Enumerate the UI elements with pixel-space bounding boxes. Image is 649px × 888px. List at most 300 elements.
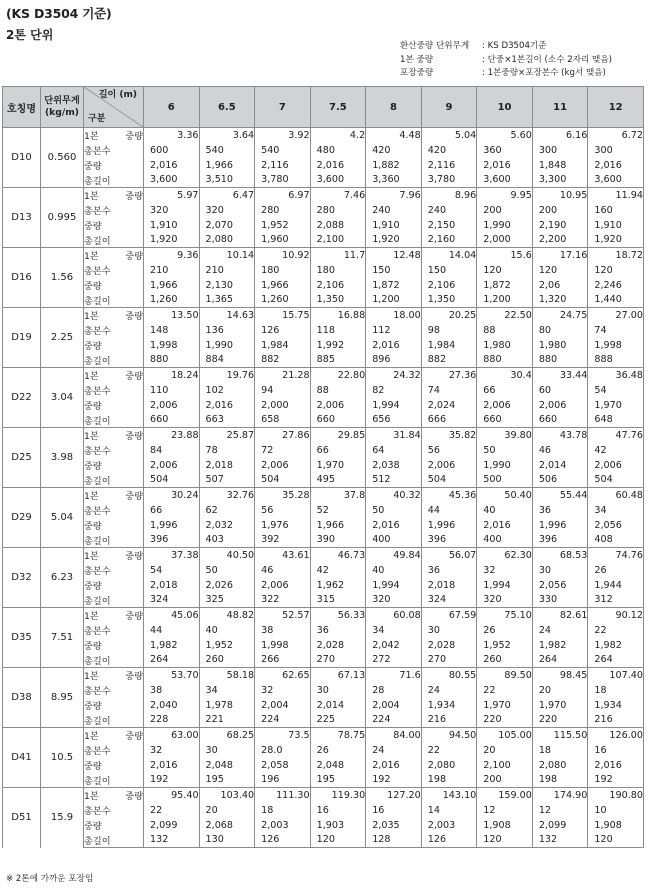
table-cell: 98 <box>421 323 477 338</box>
table-cell: 2,006 <box>144 458 200 473</box>
row-label: 총길이 <box>84 593 144 608</box>
table-cell: 90.12 <box>588 608 644 623</box>
table-cell: 110 <box>144 383 200 398</box>
table-cell: 82.61 <box>532 608 588 623</box>
table-cell: 6.97 <box>255 188 311 203</box>
header-length: 길이 (m) <box>98 90 137 100</box>
header-length-9: 9 <box>421 87 477 128</box>
row-label: 총길이 <box>84 713 144 728</box>
table-cell: 1,365 <box>199 293 255 308</box>
table-cell: 18 <box>255 803 311 818</box>
table-row <box>3 668 644 683</box>
row-label: 총길이 <box>84 473 144 488</box>
table-cell: 94.50 <box>421 728 477 743</box>
table-cell: 495 <box>310 473 366 488</box>
table-cell: 396 <box>532 533 588 548</box>
table-cell: 2,088 <box>310 218 366 233</box>
table-row <box>3 338 644 353</box>
row-label: 중량 <box>84 278 144 293</box>
table-cell: 68.25 <box>199 728 255 743</box>
table-cell: 400 <box>477 533 533 548</box>
table-cell: 2,068 <box>199 818 255 833</box>
table-cell: 6.47 <box>199 188 255 203</box>
table-cell: 2,070 <box>199 218 255 233</box>
table-cell: 1,903 <box>310 818 366 833</box>
table-cell: 2,016 <box>366 338 422 353</box>
table-cell: 3,600 <box>588 173 644 188</box>
unit-weight-value: 7.51 <box>41 608 84 668</box>
table-cell: 2,080 <box>421 758 477 773</box>
table-cell: 24.75 <box>532 308 588 323</box>
table-cell: 660 <box>532 413 588 428</box>
table-cell: 28.0 <box>255 743 311 758</box>
table-cell: 5.04 <box>421 128 477 143</box>
row-label: 총길이 <box>84 773 144 788</box>
table-cell: 44 <box>421 503 477 518</box>
table-cell: 884 <box>199 353 255 368</box>
table-cell: 56.07 <box>421 548 477 563</box>
table-cell: 2,014 <box>532 458 588 473</box>
table-cell: 320 <box>477 593 533 608</box>
table-cell: 14.63 <box>199 308 255 323</box>
table-cell: 1,994 <box>366 398 422 413</box>
table-cell: 3,600 <box>144 173 200 188</box>
table-cell: 12.48 <box>366 248 422 263</box>
table-cell: 34 <box>366 623 422 638</box>
row-label: 총본수 <box>84 623 144 638</box>
table-cell: 88 <box>310 383 366 398</box>
table-cell: 26 <box>477 623 533 638</box>
table-cell: 22 <box>421 743 477 758</box>
header-length-10: 10 <box>477 87 533 128</box>
table-cell: 1,260 <box>144 293 200 308</box>
table-cell: 126 <box>421 833 477 848</box>
table-cell: 10.14 <box>199 248 255 263</box>
bar-size-name: D19 <box>3 308 41 368</box>
unit-weight-value: 6.23 <box>41 548 84 608</box>
table-cell: 128 <box>366 833 422 848</box>
table-cell: 39.80 <box>477 428 533 443</box>
row-label: 1본 중량 <box>84 728 144 743</box>
table-cell: 3.36 <box>144 128 200 143</box>
table-cell: 148 <box>144 323 200 338</box>
table-cell: 18.72 <box>588 248 644 263</box>
table-cell: 3,360 <box>366 173 422 188</box>
table-row <box>3 743 644 758</box>
table-cell: 67.13 <box>310 668 366 683</box>
table-cell: 320 <box>199 203 255 218</box>
row-label: 1본 중량 <box>84 788 144 803</box>
table-cell: 2,016 <box>477 518 533 533</box>
header-length-7: 7 <box>255 87 311 128</box>
table-cell: 62.30 <box>477 548 533 563</box>
table-row <box>3 458 644 473</box>
row-label: 중량 <box>84 338 144 353</box>
table-cell: 2,003 <box>255 818 311 833</box>
table-cell: 2,024 <box>421 398 477 413</box>
row-label: 중량 <box>84 398 144 413</box>
table-cell: 120 <box>532 263 588 278</box>
table-cell: 15.6 <box>477 248 533 263</box>
table-cell: 2,000 <box>255 398 311 413</box>
table-cell: 1,976 <box>255 518 311 533</box>
table-cell: 7.46 <box>310 188 366 203</box>
table-cell: 143.10 <box>421 788 477 803</box>
table-cell: 28 <box>366 683 422 698</box>
table-cell: 2,06 <box>532 278 588 293</box>
table-cell: 2,200 <box>532 233 588 248</box>
table-cell: 45.06 <box>144 608 200 623</box>
table-cell: 888 <box>588 353 644 368</box>
table-cell: 5.60 <box>477 128 533 143</box>
table-cell: 180 <box>310 263 366 278</box>
table-cell: 24.32 <box>366 368 422 383</box>
table-cell: 507 <box>199 473 255 488</box>
table-cell: 37.8 <box>310 488 366 503</box>
table-cell: 1,996 <box>144 518 200 533</box>
table-cell: 882 <box>255 353 311 368</box>
table-cell: 1,994 <box>366 578 422 593</box>
table-cell: 160 <box>588 203 644 218</box>
table-cell: 506 <box>532 473 588 488</box>
table-cell: 2,080 <box>532 758 588 773</box>
note-value: : 1본중량×포장본수 (kg서 맺음) <box>482 68 606 79</box>
table-cell: 2,099 <box>144 818 200 833</box>
table-cell: 322 <box>255 593 311 608</box>
table-cell: 30.4 <box>477 368 533 383</box>
table-cell: 325 <box>199 593 255 608</box>
table-cell: 2,056 <box>588 518 644 533</box>
table-cell: 23.88 <box>144 428 200 443</box>
table-cell: 50 <box>199 563 255 578</box>
table-cell: 74 <box>588 323 644 338</box>
unit-weight-value: 10.5 <box>41 728 84 788</box>
table-cell: 880 <box>144 353 200 368</box>
header-length-6: 6 <box>144 87 200 128</box>
table-cell: 38 <box>255 623 311 638</box>
table-cell: 33.44 <box>532 368 588 383</box>
row-label: 중량 <box>84 458 144 473</box>
table-cell: 15.75 <box>255 308 311 323</box>
table-cell: 42 <box>588 443 644 458</box>
table-row <box>3 698 644 713</box>
note-key: 1본 중량 <box>400 54 434 65</box>
bar-size-name: D41 <box>3 728 41 788</box>
bar-size-name: D13 <box>3 188 41 248</box>
table-cell: 26 <box>310 743 366 758</box>
header-length-6.5: 6.5 <box>199 87 255 128</box>
table-cell: 88 <box>477 323 533 338</box>
table-cell: 180 <box>255 263 311 278</box>
table-cell: 2,032 <box>199 518 255 533</box>
note-row <box>400 67 612 81</box>
table-cell: 192 <box>366 773 422 788</box>
row-label: 1본 중량 <box>84 308 144 323</box>
table-cell: 120 <box>588 263 644 278</box>
unit-weight-value: 1.56 <box>41 248 84 308</box>
bar-size-name: D22 <box>3 368 41 428</box>
table-cell: 115.50 <box>532 728 588 743</box>
table-cell: 112 <box>366 323 422 338</box>
table-cell: 200 <box>477 203 533 218</box>
table-row <box>3 308 644 323</box>
table-cell: 80 <box>532 323 588 338</box>
table-row <box>3 398 644 413</box>
table-cell: 36 <box>421 563 477 578</box>
row-label: 1본 중량 <box>84 488 144 503</box>
table-cell: 46 <box>532 443 588 458</box>
table-cell: 66 <box>310 443 366 458</box>
table-cell: 272 <box>366 653 422 668</box>
table-cell: 396 <box>421 533 477 548</box>
table-cell: 2,106 <box>421 278 477 293</box>
table-cell: 320 <box>144 203 200 218</box>
table-cell: 882 <box>421 353 477 368</box>
table-cell: 224 <box>255 713 311 728</box>
table-cell: 71.6 <box>366 668 422 683</box>
table-cell: 2,016 <box>588 758 644 773</box>
table-cell: 72 <box>255 443 311 458</box>
table-cell: 264 <box>144 653 200 668</box>
table-cell: 30 <box>421 623 477 638</box>
table-cell: 16 <box>366 803 422 818</box>
table-cell: 2,016 <box>310 158 366 173</box>
table-cell: 68.53 <box>532 548 588 563</box>
bar-size-name: D35 <box>3 608 41 668</box>
table-cell: 150 <box>421 263 477 278</box>
table-cell: 3,300 <box>532 173 588 188</box>
note-value: : 단중×1본길이 (소수 2자리 맺음) <box>482 54 612 65</box>
table-row <box>3 173 644 188</box>
table-row <box>3 638 644 653</box>
table-cell: 2,026 <box>199 578 255 593</box>
table-cell: 1,994 <box>477 578 533 593</box>
table-cell: 240 <box>421 203 477 218</box>
table-row <box>3 233 644 248</box>
table-cell: 324 <box>144 593 200 608</box>
row-label: 총본수 <box>84 743 144 758</box>
table-cell: 174.90 <box>532 788 588 803</box>
table-cell: 50 <box>366 503 422 518</box>
table-cell: 1,350 <box>310 293 366 308</box>
table-cell: 2,004 <box>255 698 311 713</box>
table-cell: 56.33 <box>310 608 366 623</box>
table-cell: 300 <box>588 143 644 158</box>
table-row <box>3 473 644 488</box>
table-cell: 1,982 <box>588 638 644 653</box>
row-label: 중량 <box>84 818 144 833</box>
table-cell: 55.44 <box>532 488 588 503</box>
table-cell: 660 <box>144 413 200 428</box>
table-cell: 3,510 <box>199 173 255 188</box>
table-cell: 2,038 <box>366 458 422 473</box>
row-label: 총본수 <box>84 383 144 398</box>
table-cell: 2,042 <box>366 638 422 653</box>
row-label: 중량 <box>84 638 144 653</box>
row-label: 1본 중량 <box>84 668 144 683</box>
table-cell: 2,100 <box>477 758 533 773</box>
table-cell: 1,872 <box>366 278 422 293</box>
table-row <box>3 623 644 638</box>
table-cell: 132 <box>144 833 200 848</box>
table-row <box>3 368 644 383</box>
table-cell: 19.76 <box>199 368 255 383</box>
note-key: 환산중량 단위무게 <box>400 41 470 51</box>
table-row <box>3 413 644 428</box>
table-cell: 24 <box>532 623 588 638</box>
header-length-7.5: 7.5 <box>310 87 366 128</box>
row-label: 중량 <box>84 578 144 593</box>
table-cell: 1,990 <box>477 458 533 473</box>
table-cell: 2,150 <box>421 218 477 233</box>
table-cell: 40.32 <box>366 488 422 503</box>
bar-size-name: D25 <box>3 428 41 488</box>
table-cell: 2,006 <box>144 398 200 413</box>
table-cell: 9.95 <box>477 188 533 203</box>
table-cell: 2,048 <box>199 758 255 773</box>
row-label: 1본 중량 <box>84 428 144 443</box>
row-label: 총본수 <box>84 563 144 578</box>
table-cell: 216 <box>421 713 477 728</box>
table-cell: 26 <box>588 563 644 578</box>
header-length-12: 12 <box>588 87 644 128</box>
table-cell: 885 <box>310 353 366 368</box>
table-cell: 9.36 <box>144 248 200 263</box>
table-cell: 78 <box>199 443 255 458</box>
row-label: 중량 <box>84 758 144 773</box>
table-row <box>3 248 644 263</box>
table-row <box>3 488 644 503</box>
table-cell: 30 <box>532 563 588 578</box>
table-cell: 2,040 <box>144 698 200 713</box>
table-cell: 1,992 <box>310 338 366 353</box>
row-label: 총본수 <box>84 683 144 698</box>
table-cell: 52 <box>310 503 366 518</box>
table-cell: 66 <box>477 383 533 398</box>
header-length-11: 11 <box>532 87 588 128</box>
table-cell: 78.75 <box>310 728 366 743</box>
table-cell: 62.65 <box>255 668 311 683</box>
table-body <box>3 128 644 848</box>
table-cell: 44 <box>144 623 200 638</box>
table-row <box>3 203 644 218</box>
table-cell: 27.86 <box>255 428 311 443</box>
table-cell: 48.82 <box>199 608 255 623</box>
row-label: 1본 중량 <box>84 248 144 263</box>
header-unit-weight: 단위무게 (kg/m) <box>41 87 84 128</box>
bar-size-name: D10 <box>3 128 41 188</box>
table-cell: 10.95 <box>532 188 588 203</box>
unit-weight-value: 3.04 <box>41 368 84 428</box>
table-row <box>3 323 644 338</box>
table-cell: 1,970 <box>588 398 644 413</box>
table-cell: 118 <box>310 323 366 338</box>
row-label: 1본 중량 <box>84 608 144 623</box>
table-cell: 210 <box>199 263 255 278</box>
table-cell: 60.48 <box>588 488 644 503</box>
table-cell: 37.38 <box>144 548 200 563</box>
table-cell: 408 <box>588 533 644 548</box>
table-cell: 360 <box>477 143 533 158</box>
table-cell: 103.40 <box>199 788 255 803</box>
table-cell: 46 <box>255 563 311 578</box>
table-cell: 266 <box>255 653 311 668</box>
table-row <box>3 833 644 848</box>
row-label: 총본수 <box>84 203 144 218</box>
table-cell: 3,780 <box>421 173 477 188</box>
row-label: 총길이 <box>84 653 144 668</box>
table-row <box>3 758 644 773</box>
table-cell: 2,099 <box>532 818 588 833</box>
table-cell: 22 <box>588 623 644 638</box>
table-cell: 880 <box>532 353 588 368</box>
table-cell: 2,018 <box>199 458 255 473</box>
table-cell: 190.80 <box>588 788 644 803</box>
table-cell: 126.00 <box>588 728 644 743</box>
table-cell: 2,006 <box>255 578 311 593</box>
table-cell: 300 <box>532 143 588 158</box>
table-cell: 25.87 <box>199 428 255 443</box>
table-cell: 1,200 <box>366 293 422 308</box>
footnote: ※ 2톤에 가까운 포장임 <box>6 874 94 884</box>
table-cell: 1,998 <box>588 338 644 353</box>
calculation-notes <box>400 40 612 81</box>
table-cell: 11.7 <box>310 248 366 263</box>
header-row <box>3 87 644 128</box>
table-cell: 2,016 <box>588 158 644 173</box>
row-label: 1본 중량 <box>84 188 144 203</box>
table-cell: 20 <box>532 683 588 698</box>
table-cell: 126 <box>255 833 311 848</box>
table-cell: 2,006 <box>421 458 477 473</box>
table-cell: 1,966 <box>255 278 311 293</box>
table-cell: 1,920 <box>588 233 644 248</box>
table-cell: 880 <box>477 353 533 368</box>
table-cell: 14 <box>421 803 477 818</box>
table-cell: 74 <box>421 383 477 398</box>
table-cell: 2,016 <box>366 758 422 773</box>
table-cell: 67.59 <box>421 608 477 623</box>
standard-title: (KS D3504 기준) <box>6 6 112 21</box>
table-cell: 80.55 <box>421 668 477 683</box>
table-cell: 312 <box>588 593 644 608</box>
table-cell: 280 <box>310 203 366 218</box>
table-cell: 3,600 <box>477 173 533 188</box>
table-cell: 1,440 <box>588 293 644 308</box>
table-row <box>3 818 644 833</box>
table-cell: 2,006 <box>532 398 588 413</box>
unit-weight-value: 2.25 <box>41 308 84 368</box>
table-cell: 656 <box>366 413 422 428</box>
table-cell: 2,018 <box>144 578 200 593</box>
table-cell: 240 <box>366 203 422 218</box>
table-cell: 1,920 <box>366 233 422 248</box>
table-cell: 1,934 <box>421 698 477 713</box>
table-cell: 27.00 <box>588 308 644 323</box>
table-cell: 95.40 <box>144 788 200 803</box>
table-cell: 270 <box>421 653 477 668</box>
table-row <box>3 683 644 698</box>
row-label: 총본수 <box>84 143 144 158</box>
table-cell: 52.57 <box>255 608 311 623</box>
table-cell: 500 <box>477 473 533 488</box>
table-row <box>3 218 644 233</box>
table-cell: 2,190 <box>532 218 588 233</box>
table-cell: 210 <box>144 263 200 278</box>
table-cell: 3.92 <box>255 128 311 143</box>
table-cell: 195 <box>199 773 255 788</box>
table-cell: 47.76 <box>588 428 644 443</box>
